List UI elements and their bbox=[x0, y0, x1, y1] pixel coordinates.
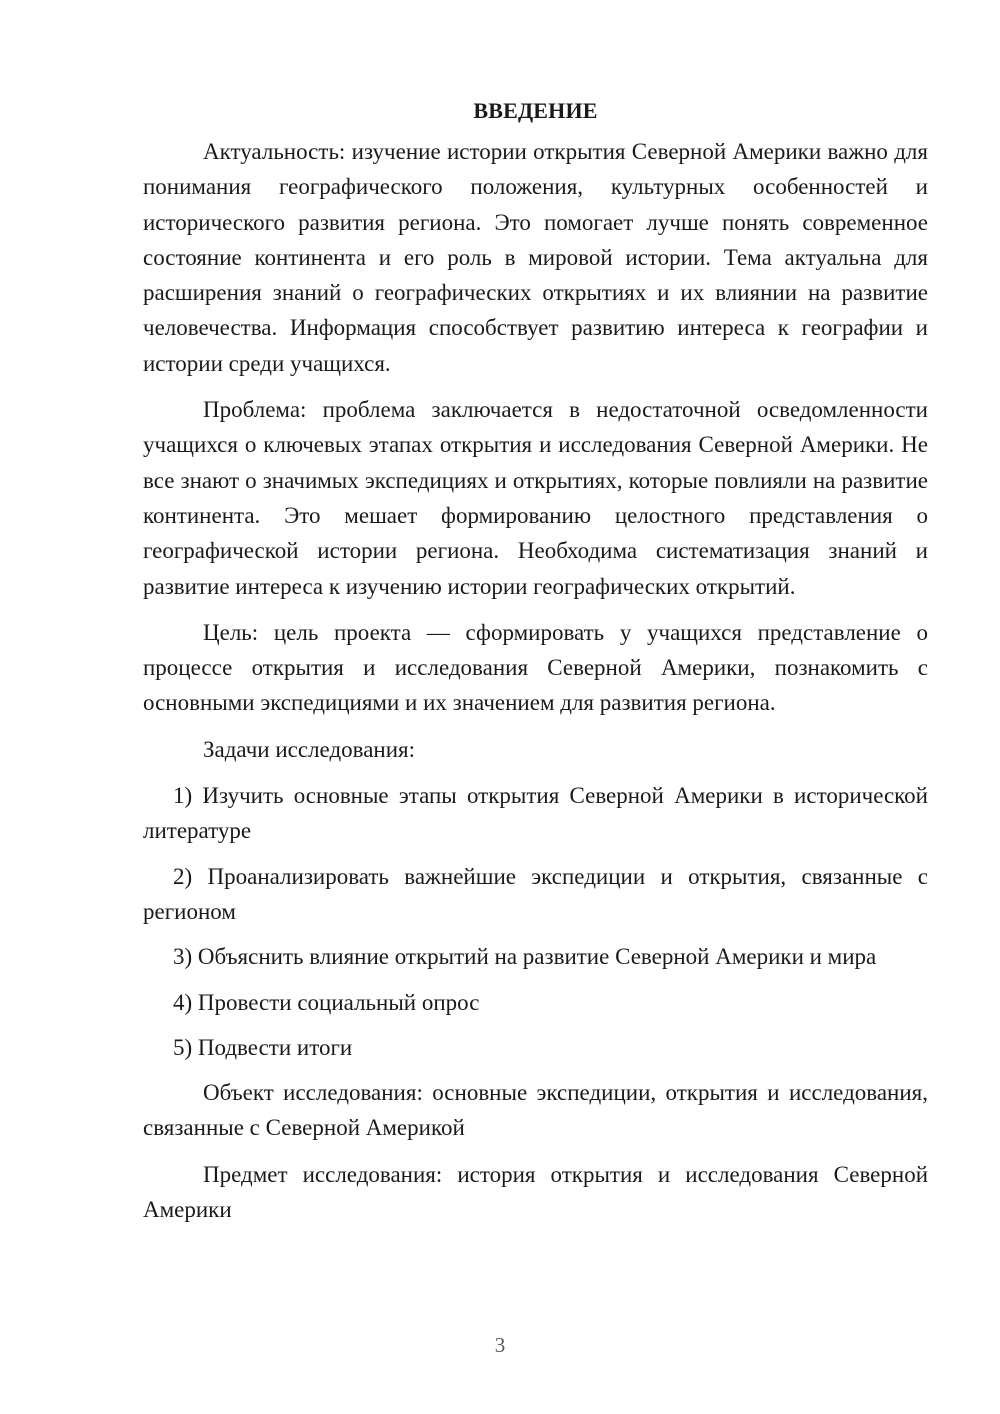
list-item: 3) Объяснить влияние открытий на развитие Северной Америки и мира bbox=[173, 944, 877, 970]
problem-paragraph: Проблема: проблема заключается в недостаточной осведомленности учащихся о ключевых этапах открытия и исследования Северной Америки. Не все знают о значимых экспедициях и открытиях, которые повлияли на развитие континента. Это мешает формированию целостного представления о географической истории региона. Необходима систематизация знаний и развитие интереса к изучению истории географических открытий. bbox=[143, 397, 928, 599]
page-title: ВВЕДЕНИЕ bbox=[473, 98, 598, 123]
list-item: 1) Изучить основные этапы открытия Северной Америки в исторической литературе bbox=[143, 783, 928, 844]
tasks-heading: Задачи исследования: bbox=[203, 736, 416, 762]
tasks-list bbox=[143, 778, 928, 1065]
subject-paragraph: Предмет исследования: история открытия и исследования Северной Америки bbox=[143, 1161, 928, 1223]
page-number: 3 bbox=[494, 1333, 506, 1357]
goal-paragraph: Цель: цель проекта — сформировать у учащихся представление о процессе открытия и исследования Северной Америки, познакомить с основными экспедициями и их значением для развития региона. bbox=[143, 619, 928, 716]
list-item: 2) Проанализировать важнейшие экспедиции и открытия, связанные с регионом bbox=[143, 863, 928, 924]
list-item: 4) Провести социальный опрос bbox=[173, 989, 480, 1015]
relevance-paragraph: Актуальность: изучение истории открытия Северной Америки важно для понимания географического положения, культурных особенностей и исторического развития региона. Это помогает лучше понять современное состояние континента и его роль в мировой истории. Тема актуальна для расширения знаний о географических открытиях и их влиянии на развитие человечества. Информация способствует развитию интереса к географии и истории среди учащихся. bbox=[143, 139, 928, 376]
object-paragraph: Объект исследования: основные экспедиции, открытия и исследования, связанные с Северной Америкой bbox=[143, 1080, 928, 1141]
list-item: 5) Подвести итоги bbox=[173, 1034, 353, 1060]
